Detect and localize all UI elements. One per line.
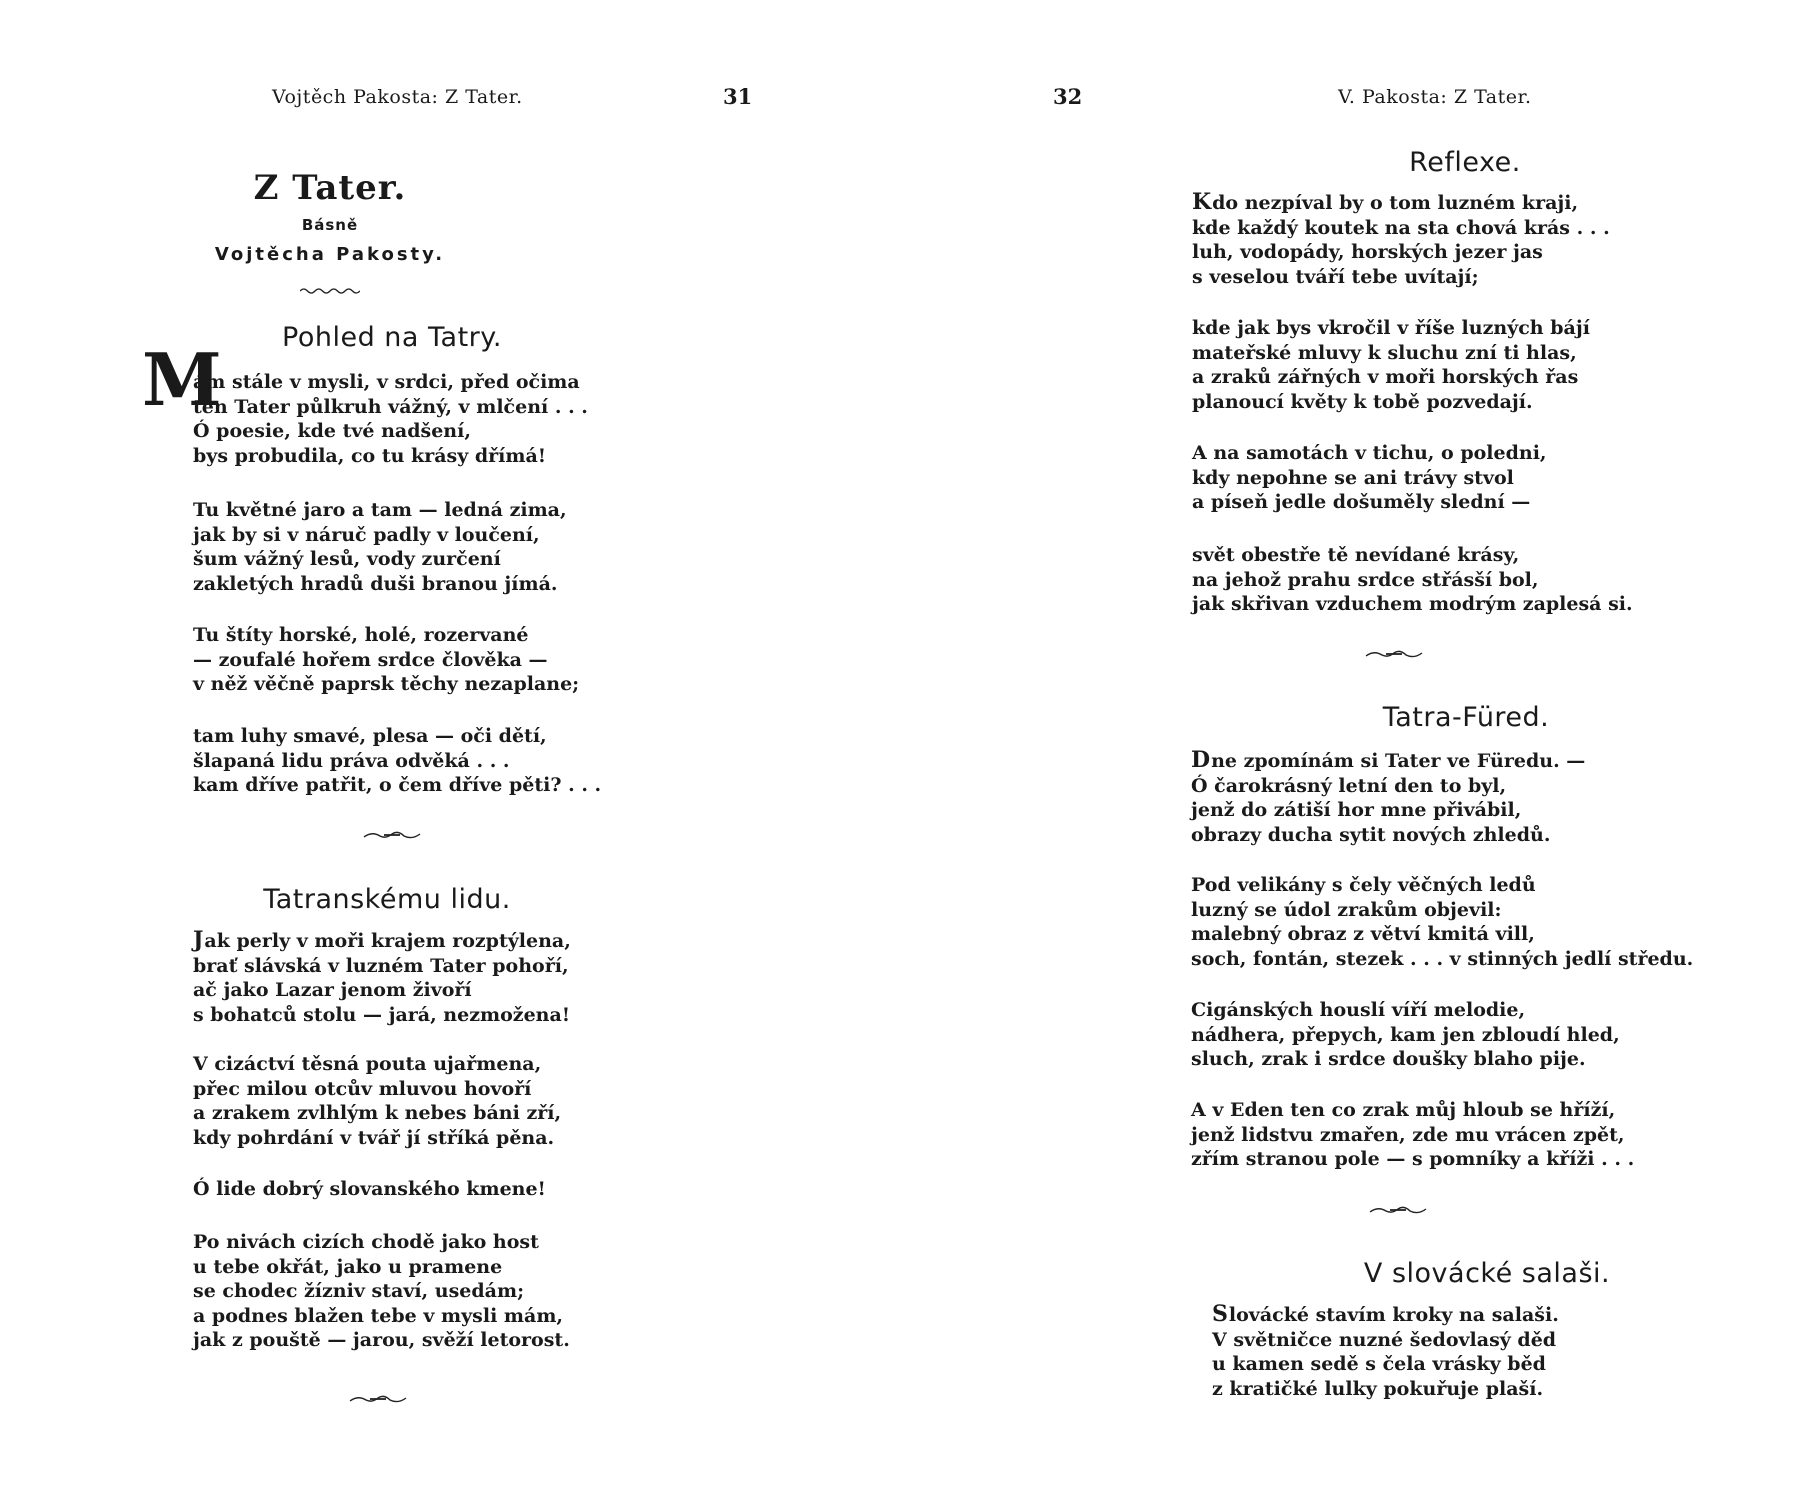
verse-line: Ó poesie, kde tvé nadšení, — [193, 420, 471, 442]
stanza — [1192, 190, 1610, 289]
verse-line: V cizáctví těsná pouta ujařmena, — [193, 1053, 542, 1075]
verse-line: a podnes blažen tebe v mysli mám, — [193, 1304, 564, 1327]
page-number-left: 31 — [723, 84, 753, 109]
verse-line: jak by si v náruč padly v loučení, — [193, 523, 540, 546]
verse-line: jenž do zátiší hor mne přivábil, — [1191, 799, 1522, 822]
stanza — [193, 498, 567, 596]
poem-title-reflexe: Reflexe. — [1409, 147, 1521, 178]
stanza — [193, 623, 579, 697]
stanza — [1192, 441, 1547, 515]
verse-line: jak z pouště — jarou, svěží letorost. — [193, 1329, 570, 1352]
verse-line: Ó lide dobrý slovanského kmene! — [193, 1178, 546, 1200]
stanza — [1212, 1302, 1559, 1401]
page-number-right: 32 — [1053, 84, 1083, 109]
verse-line: kam dříve patřit, o čem dříve pěti? . . . — [193, 774, 602, 797]
verse-line: ač jako Lazar jenom živoří — [193, 979, 472, 1002]
verse-line: u kamen sedě s čela vrásky běd — [1212, 1353, 1546, 1376]
stanza — [1191, 1098, 1634, 1172]
running-head-left: Vojtěch Pakosta: Z Tater. — [272, 86, 523, 108]
wavy-rule-ornament — [300, 280, 360, 299]
verse-line: jak skřivan vzduchem modrým zaplesá si. — [1192, 593, 1633, 616]
verse-line: na jehož prahu srdce střásší bol, — [1192, 568, 1539, 591]
section-ornament — [1364, 648, 1424, 660]
verse-line: ten Tater půlkruh vážný, v mlčení . . . — [193, 395, 588, 418]
stanza — [193, 1230, 570, 1353]
section-ornament — [1368, 1204, 1428, 1216]
verse-line: šlapaná lidu práva odvěká . . . — [193, 749, 510, 772]
verse-line: se chodec žízniv staví, usedám; — [193, 1280, 525, 1303]
drop-cap-d: D — [1191, 747, 1211, 773]
book-subtitle: Básně — [301, 216, 359, 234]
verse-line: ám stále v mysli, v srdci, před očima — [193, 371, 580, 393]
stanza — [193, 419, 546, 468]
stanza — [193, 1052, 561, 1150]
stanza — [193, 724, 601, 798]
drop-cap-k: K — [1192, 189, 1212, 215]
verse-line: kde jak bys vkročil v říše luzných bájí — [1192, 317, 1590, 339]
verse-line: planoucí květy k tobě pozvedají. — [1192, 390, 1533, 413]
verse-line: A v Eden ten co zrak můj hloub se hříží, — [1191, 1099, 1616, 1121]
book-title: Z Tater. — [253, 168, 407, 208]
verse-line: kdy pohrdání v tvář jí stříká pěna. — [193, 1126, 555, 1149]
stanza — [1191, 748, 1585, 847]
verse-line: — zoufalé hořem srdce člověka — — [193, 648, 548, 671]
verse-line: Po nivách cizích chodě jako host — [193, 1231, 539, 1253]
verse-line: Tu štíty horské, holé, rozervané — [193, 624, 529, 646]
stanza — [1191, 873, 1693, 971]
verse-line: v něž věčně paprsk těchy nezaplane; — [193, 673, 580, 696]
verse-line: obrazy ducha sytit nových zhledů. — [1191, 823, 1551, 846]
verse-line — [193, 928, 571, 954]
verse-line: malebný obraz z větví kmitá vill, — [1191, 923, 1535, 946]
verse-line: s veselou tváří tebe uvítají; — [1192, 265, 1479, 288]
verse-line: jenž lidstvu zmařen, zde mu vrácen zpět, — [1191, 1123, 1625, 1146]
verse-line: Tu květné jaro a tam — ledná zima, — [193, 499, 567, 521]
stanza — [1192, 316, 1590, 414]
verse-line: s bohatců stolu — jará, nezmožena! — [193, 1003, 571, 1026]
verse-line: A na samotách v tichu, o poledni, — [1192, 442, 1547, 464]
verse-line: Ó čarokrásný letní den to byl, — [1191, 774, 1507, 797]
verse-line: zakletých hradů duši branou jímá. — [193, 572, 558, 595]
verse-line: tam luhy smavé, plesa — oči dětí, — [193, 725, 547, 747]
verse-line: Cigánských houslí víří melodie, — [1191, 999, 1526, 1021]
verse-text: do nezpíval by o tom luzném kraji, — [1212, 192, 1579, 214]
drop-cap-m: M — [142, 337, 222, 422]
verse-line — [1212, 1302, 1559, 1328]
verse-line: a zrakem zvlhlým k nebes báni zří, — [193, 1102, 562, 1125]
verse-line: brať slávská v luzném Tater pohoří, — [193, 954, 569, 977]
verse-line: soch, fontán, stezek . . . v stinných jedlí středu. — [1191, 947, 1694, 970]
stanza — [193, 928, 571, 1027]
verse-line: nádhera, přepych, kam jen zbloudí hled, — [1191, 1023, 1620, 1046]
book-author: Vojtěcha Pakosty. — [214, 244, 446, 265]
verse-line: přec milou otcův mluvou hovoří — [193, 1077, 532, 1100]
verse-line: a zraků zářných v moři horských řas — [1192, 366, 1579, 389]
stanza — [193, 1177, 546, 1202]
stanza — [1191, 998, 1620, 1072]
verse-text: ak perly v moři krajem rozptýlena, — [204, 930, 571, 952]
stanza — [1192, 543, 1633, 617]
verse-line: z kratičké lulky pokuřuje plaší. — [1212, 1377, 1544, 1400]
drop-cap-s: S — [1212, 1301, 1228, 1327]
drop-cap-j: J — [193, 927, 204, 953]
verse-line: šum vážný lesů, vody zurčení — [193, 548, 501, 571]
poem-title-tatra-fured: Tatra-Füred. — [1382, 702, 1550, 733]
verse-line: svět obestře tě nevídané krásy, — [1192, 544, 1520, 566]
verse-text: lovácké stavím kroky na salaši. — [1228, 1304, 1559, 1326]
verse-line: V světničce nuzné šedovlasý děd — [1212, 1328, 1557, 1351]
poem-title-tatranskemu-lidu: Tatranskému lidu. — [263, 884, 511, 915]
verse-line: zřím stranou pole — s pomníky a kříži . . . — [1191, 1148, 1635, 1171]
verse-line: sluch, zrak i srdce doušky blaho pije. — [1191, 1048, 1586, 1071]
verse-line: Pod velikány s čely věčných ledů — [1191, 874, 1536, 896]
section-ornament — [348, 1393, 408, 1405]
verse-line: luzný se údol zrakům objevil: — [1191, 898, 1502, 921]
verse-line: mateřské mluvy k sluchu zní ti hlas, — [1192, 341, 1577, 364]
running-head-right: V. Pakosta: Z Tater. — [1338, 86, 1532, 108]
section-ornament — [362, 829, 422, 841]
verse-line: kdy nepohne se ani trávy stvol — [1192, 466, 1514, 489]
verse-line — [1192, 190, 1610, 216]
verse-line: u tebe okřát, jako u pramene — [193, 1255, 503, 1278]
verse-line: kde každý koutek na sta chová krás . . . — [1192, 216, 1610, 239]
verse-line: bys probudila, co tu krásy dřímá! — [193, 444, 547, 467]
poem-title-v-slovacke-salasi: V slovácké salaši. — [1363, 1258, 1611, 1289]
right-page — [898, 0, 1796, 1500]
stanza — [193, 370, 588, 419]
verse-text: ne zpomínám si Tater ve Füredu. — — [1211, 750, 1586, 772]
poem-title-pohled-na-tatry: Pohled na Tatry. — [282, 322, 502, 353]
verse-line — [1191, 748, 1585, 774]
verse-line: luh, vodopády, horských jezer jas — [1192, 241, 1543, 264]
verse-line: a píseň jedle došuměly slední — — [1192, 491, 1531, 514]
